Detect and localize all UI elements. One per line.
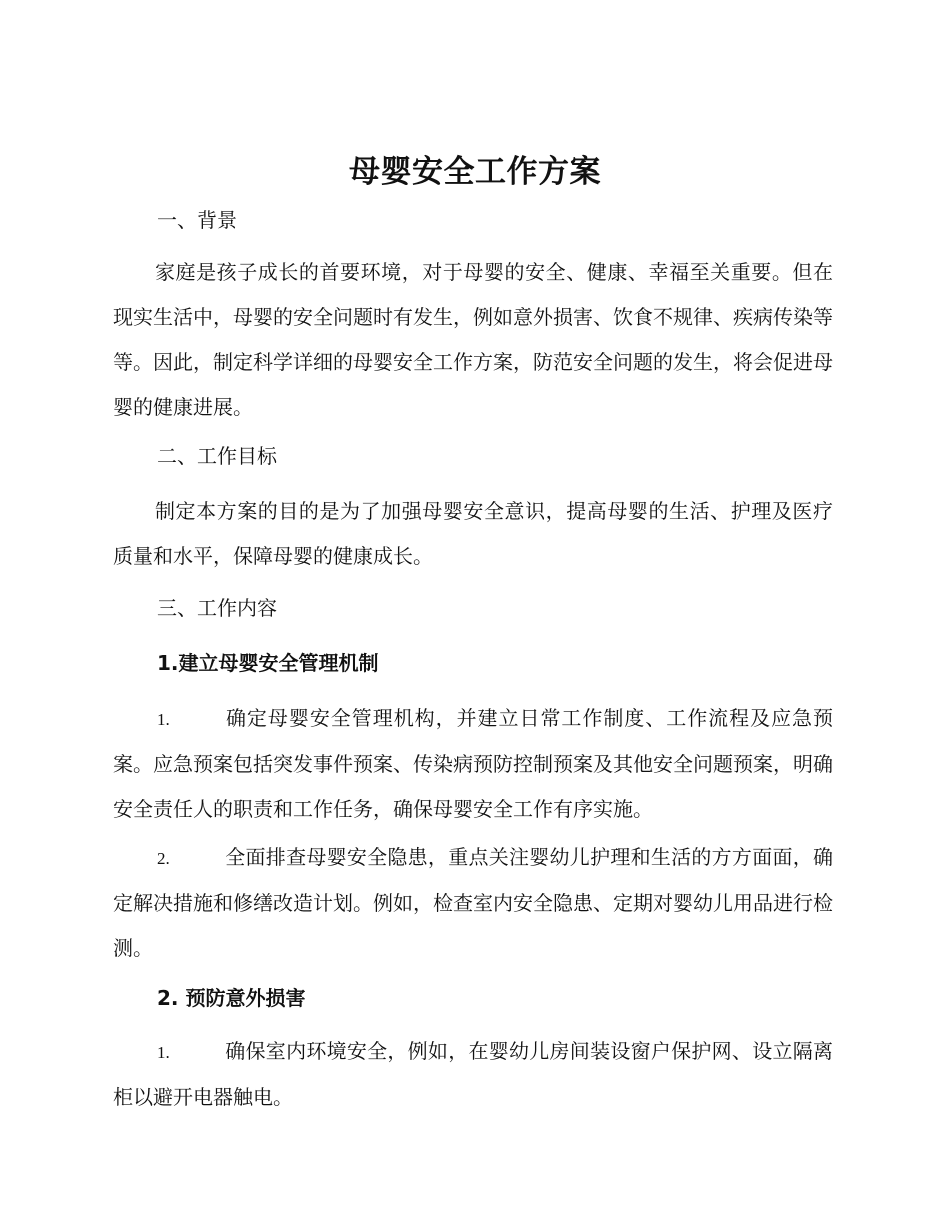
list-item <box>113 1029 833 1120</box>
list-item-number: 2. <box>157 849 170 868</box>
list-item-text: 全面排查母婴安全隐患，重点关注婴幼儿护理和生活的方方面面，确定解决措施和修缮改造计划。例如，检查室内安全隐患、定期对婴幼儿用品进行检测。 <box>113 845 833 960</box>
list-item <box>113 835 833 971</box>
list-item <box>113 696 833 832</box>
subsection-heading-management: 1.建立母婴安全管理机制 <box>157 651 379 675</box>
list-item-number: 1. <box>157 710 170 729</box>
section-paragraph-background: 家庭是孩子成长的首要环境，对于母婴的安全、健康、幸福至关重要。但在现实生活中，母婴的安全问题时有发生，例如意外损害、饮食不规律、疾病传染等等。因此，制定科学详细的母婴安全工作方案，防范安全问题的发生，将会促进母婴的健康进展。 <box>113 260 833 419</box>
list-item-text: 确保室内环境安全，例如，在婴幼儿房间装设窗户保护网、设立隔离柜以避开电器触电。 <box>113 1039 833 1109</box>
subsection-heading-accident-prevention: 2. 预防意外损害 <box>157 986 306 1010</box>
list-item-number: 1. <box>157 1043 170 1062</box>
section-heading-background: 一、背景 <box>157 208 237 232</box>
section-paragraph-goals: 制定本方案的目的是为了加强母婴安全意识，提高母婴的生活、护理及医疗质量和水平，保障母婴的健康成长。 <box>113 499 833 568</box>
section-heading-content: 三、工作内容 <box>157 596 277 620</box>
section-heading-goals: 二、工作目标 <box>157 444 277 468</box>
list-item-text: 确定母婴安全管理机构，并建立日常工作制度、工作流程及应急预案。应急预案包括突发事件预案、传染病预防控制预案及其他安全问题预案，明确安全责任人的职责和工作任务，确保母婴安全工作有序实施。 <box>113 706 833 821</box>
document-title: 母婴安全工作方案 <box>349 154 601 190</box>
